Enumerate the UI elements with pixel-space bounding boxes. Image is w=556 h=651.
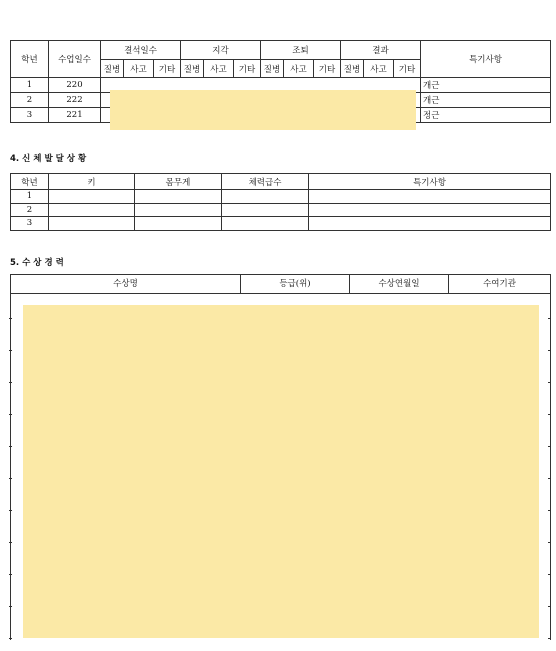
note-cell: 개근 <box>421 93 551 108</box>
sub-accident: 사고 <box>124 60 154 78</box>
days-cell: 220 <box>49 78 101 93</box>
margin-tick <box>548 446 551 447</box>
notes-cell <box>309 203 551 217</box>
header-award-name: 수상명 <box>113 279 138 289</box>
section-title-physical: 4. 신 체 발 달 상 황 <box>10 154 87 164</box>
table-row <box>11 203 551 217</box>
grade-cell: 3 <box>11 217 49 231</box>
sub-other: 기타 <box>394 60 421 78</box>
sub-illness: 질병 <box>261 60 284 78</box>
notes-cell <box>309 217 551 231</box>
header-notes: 특기사항 <box>309 174 551 190</box>
header-notes: 특기사항 <box>421 41 551 78</box>
redaction-block <box>23 305 539 638</box>
height-cell <box>49 203 135 217</box>
table-row <box>11 190 551 204</box>
margin-tick <box>548 414 551 415</box>
sub-other: 기타 <box>154 60 181 78</box>
margin-tick <box>548 638 551 639</box>
grade-cell: 2 <box>11 203 49 217</box>
grade-cell: 3 <box>11 108 49 123</box>
header-absence: 결석일수 <box>101 41 181 60</box>
margin-tick <box>9 350 12 351</box>
sub-illness: 질병 <box>101 60 124 78</box>
height-cell <box>49 217 135 231</box>
sub-accident: 사고 <box>204 60 234 78</box>
margin-tick <box>548 510 551 511</box>
margin-tick <box>548 606 551 607</box>
header-issuer: 수여기관 <box>483 279 516 289</box>
section-title-awards: 5. 수 상 경 력 <box>10 258 64 268</box>
margin-tick <box>548 318 551 319</box>
fitness-cell <box>222 217 309 231</box>
sub-illness: 질병 <box>341 60 364 78</box>
margin-tick <box>548 542 551 543</box>
margin-tick <box>548 574 551 575</box>
note-cell: 개근 <box>421 78 551 93</box>
header-weight: 몸무게 <box>135 174 222 190</box>
margin-tick <box>9 510 12 511</box>
header-grade: 학년 <box>11 41 49 78</box>
table-row <box>11 217 551 231</box>
header-rank: 등급(위) <box>279 279 311 289</box>
note-cell: 정근 <box>421 108 551 123</box>
margin-tick <box>548 382 551 383</box>
header-result: 결과 <box>341 41 421 60</box>
margin-tick <box>548 350 551 351</box>
notes-cell <box>309 190 551 204</box>
redaction-block <box>110 90 416 130</box>
sub-other: 기타 <box>234 60 261 78</box>
margin-tick <box>9 478 12 479</box>
header-date: 수상연월일 <box>378 279 420 289</box>
fitness-cell <box>222 203 309 217</box>
margin-tick <box>9 414 12 415</box>
header-school-days: 수업일수 <box>49 41 101 78</box>
margin-tick <box>9 318 12 319</box>
fitness-cell <box>222 190 309 204</box>
awards-header <box>11 274 550 294</box>
weight-cell <box>135 190 222 204</box>
margin-tick <box>9 638 12 639</box>
header-height: 키 <box>49 174 135 190</box>
header-fitness: 체력급수 <box>222 174 309 190</box>
sub-accident: 사고 <box>284 60 314 78</box>
days-cell: 221 <box>49 108 101 123</box>
grade-cell: 2 <box>11 93 49 108</box>
header-grade: 학년 <box>11 174 49 190</box>
sub-accident: 사고 <box>364 60 394 78</box>
header-late: 지각 <box>181 41 261 60</box>
header-early-leave: 조퇴 <box>261 41 341 60</box>
margin-tick <box>9 382 12 383</box>
margin-tick <box>9 446 12 447</box>
sub-illness: 질병 <box>181 60 204 78</box>
weight-cell <box>135 217 222 231</box>
days-cell: 222 <box>49 93 101 108</box>
margin-tick <box>548 478 551 479</box>
grade-cell: 1 <box>11 190 49 204</box>
margin-tick <box>9 542 12 543</box>
physical-table <box>10 173 551 231</box>
margin-tick <box>9 606 12 607</box>
sub-other: 기타 <box>314 60 341 78</box>
grade-cell: 1 <box>11 78 49 93</box>
margin-tick <box>9 574 12 575</box>
weight-cell <box>135 203 222 217</box>
height-cell <box>49 190 135 204</box>
